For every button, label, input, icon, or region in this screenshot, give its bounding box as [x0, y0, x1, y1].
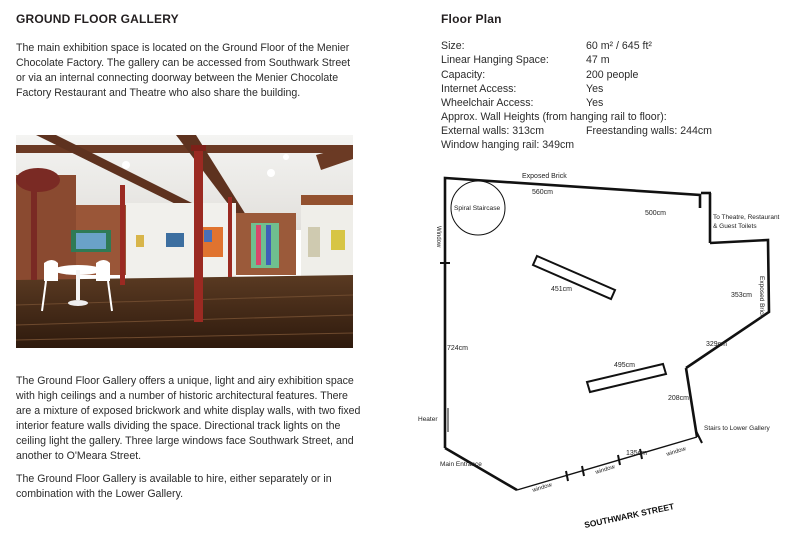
freestanding-wall-1 — [533, 256, 615, 299]
label-stairs-lower: Stairs to Lower Gallery — [704, 425, 770, 432]
spec-capacity-value: 200 people — [586, 69, 639, 81]
floor-plan-title: Floor Plan — [441, 12, 502, 26]
spec-wheelchair-value: Yes — [586, 97, 604, 109]
hire-paragraph: The Ground Floor Gallery is available to hire, either separately or in combination with the Lower Gallery. — [16, 473, 332, 500]
label-window-bottom-2: window — [594, 464, 616, 476]
label-exposed-brick-right: Exposed Brick — [758, 276, 765, 318]
label-451: 451cm — [551, 286, 573, 293]
wall-south-west — [445, 448, 517, 490]
label-135: 135cm — [626, 450, 648, 457]
external-walls: External walls: 313cm — [441, 125, 545, 137]
wall-east-lower — [686, 368, 697, 437]
spec-size-value: 60 m² / 645 ft² — [586, 40, 652, 52]
label-exposed-brick-top: Exposed Brick — [522, 173, 567, 180]
label-theatre-1: To Theatre, Restaurant — [713, 214, 780, 221]
label-main-entrance: Main Entrance — [440, 461, 482, 468]
freestanding-walls: Freestanding walls: 244cm — [586, 125, 713, 137]
label-208: 208cm — [668, 395, 690, 402]
spec-size-label: Size: — [441, 40, 465, 52]
wall-south-windows — [517, 437, 697, 490]
label-724: 724cm — [447, 345, 469, 352]
intro-paragraph: The main exhibition space is located on the Ground Floor of the Menier Chocolate Factory. The gallery can be accessed from Southwark Street or via an internal connecting doorway between the Menier Chocolate Factory Restaurant and Theatre who also share the building. — [16, 42, 351, 99]
window-rail: Window hanging rail: 349cm — [441, 139, 575, 151]
label-329: 329cm — [706, 341, 728, 348]
window-tick-3 — [618, 455, 620, 465]
spec-internet-value: Yes — [586, 83, 604, 95]
spec-internet-label: Internet Access: — [441, 83, 517, 95]
description-paragraph: The Ground Floor Gallery offers a unique, light and airy exhibition space with high ceilings and a number of historic architectural features. There are a mixture of exposed brickwork and white display walls, with two fixed interior feature walls dividing the space. Directional track lights on the ceiling light the gallery. Three large windows face Southwark Street, and another to O'Meara Street. — [16, 375, 361, 462]
label-353: 353cm — [731, 292, 753, 299]
wall-heights-heading: Approx. Wall Heights (from hanging rail to floor): — [441, 111, 667, 123]
label-window-bottom-1: window — [531, 482, 553, 494]
spec-wheelchair-label: Wheelchair Access: — [441, 97, 534, 109]
label-window-bottom-3: window — [665, 446, 687, 458]
gallery-title: GROUND FLOOR GALLERY — [16, 12, 179, 26]
spec-hanging-value: 47 m — [586, 54, 610, 66]
window-tick-2 — [582, 466, 584, 476]
label-495: 495cm — [614, 362, 636, 369]
label-street: SOUTHWARK STREET — [583, 501, 676, 530]
label-theatre-2: & Guest Toilets — [713, 223, 757, 230]
label-560: 560cm — [532, 189, 554, 196]
label-window-west: Window — [435, 226, 441, 248]
label-500: 500cm — [645, 210, 667, 217]
window-tick-1 — [566, 471, 568, 481]
spec-hanging-label: Linear Hanging Space: — [441, 54, 549, 66]
spec-capacity-label: Capacity: — [441, 69, 486, 81]
wall-east — [686, 240, 769, 368]
label-heater: Heater — [418, 416, 438, 423]
label-spiral: Spiral Staircase — [454, 205, 501, 212]
